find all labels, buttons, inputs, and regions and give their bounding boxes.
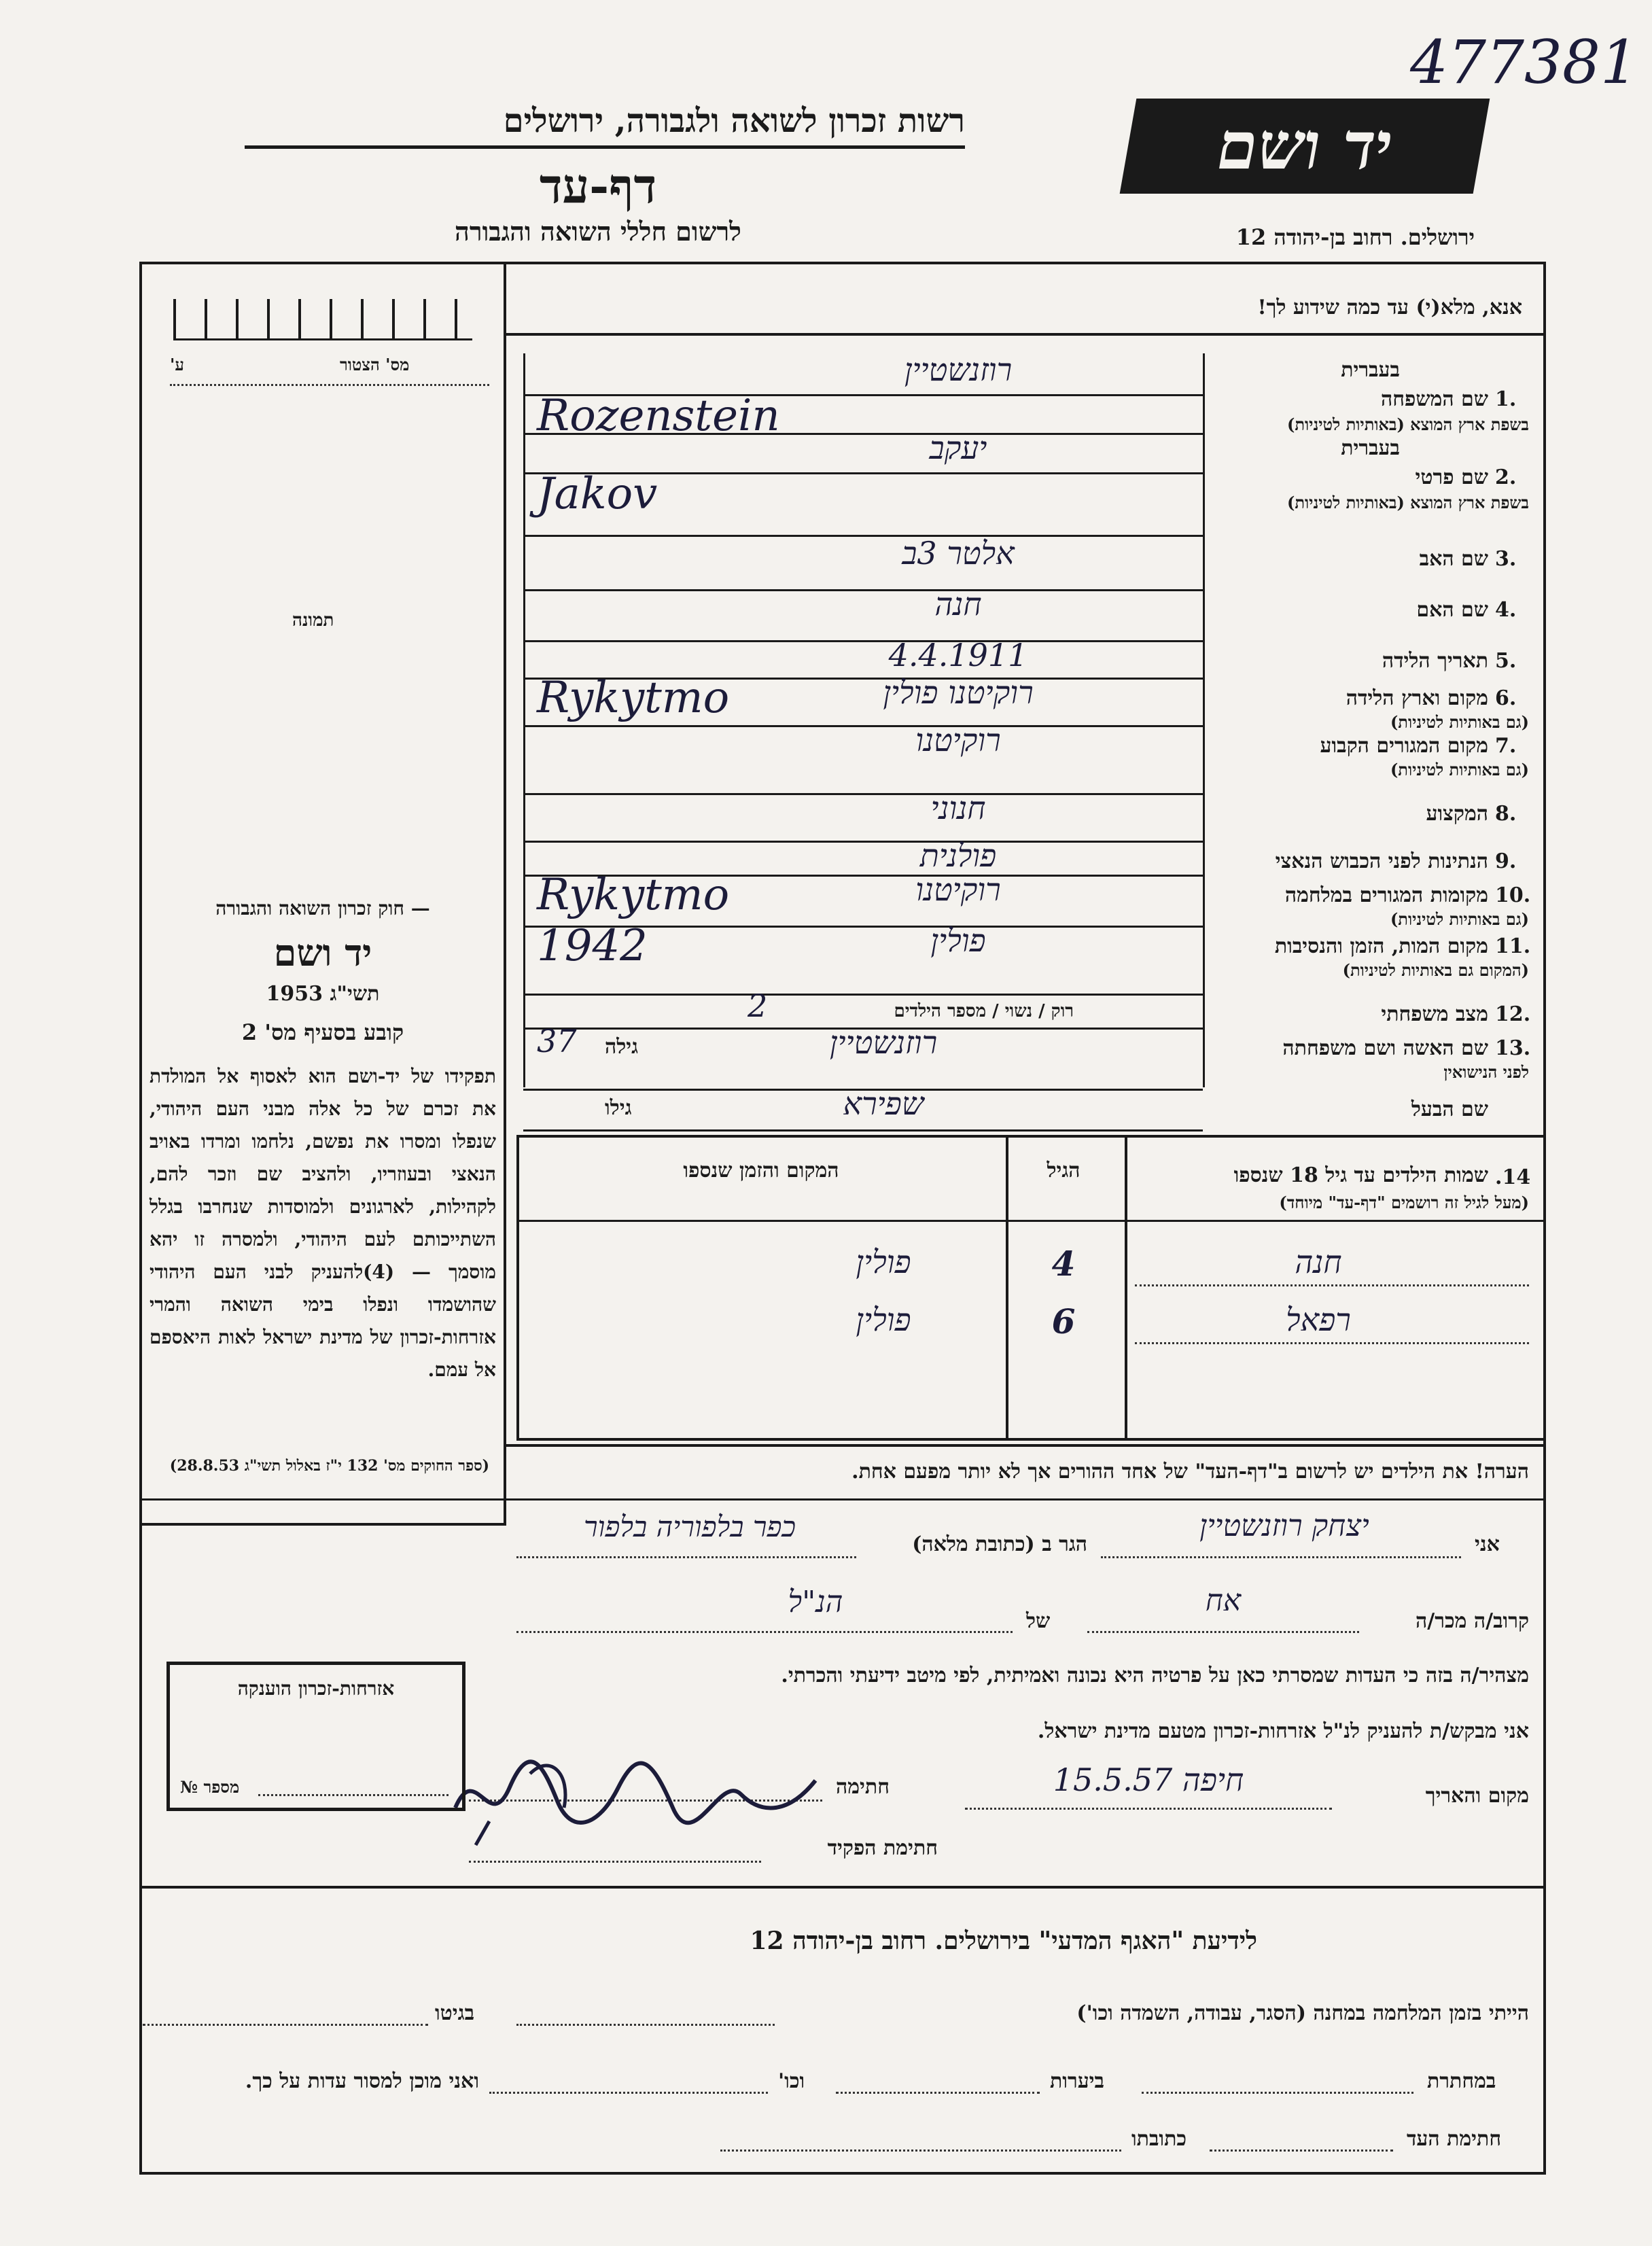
header-address: ירושלים. רחוב בן-יהודה 12 <box>1235 224 1475 250</box>
field-value-hebrew: פולנית <box>919 837 997 874</box>
field-row-line <box>523 1129 1203 1131</box>
field-number: 6. <box>1495 686 1517 710</box>
decl-signature-label: חתימה <box>836 1775 890 1799</box>
child-row-line <box>1135 1284 1529 1286</box>
field-sublabel: (גם באותיות לטיניות) <box>1390 909 1529 929</box>
law-heading: — חוק זכרון השואה והגבורה <box>215 897 430 919</box>
memorial-box-line <box>258 1794 449 1796</box>
children-num: 14. <box>1495 1165 1531 1189</box>
note-text: הערה! את הילדים יש לרשום ב"דף-העד" של אחד ההורים אך לא יותר מפעם אחת. <box>851 1460 1529 1484</box>
decl-relation-value: אח <box>1205 1583 1242 1618</box>
field-label: שם הבעל <box>1411 1098 1488 1121</box>
decl-relation-line <box>1087 1631 1359 1633</box>
decl-i-label: אני <box>1475 1532 1500 1556</box>
field-age-value: 37 <box>537 1023 577 1059</box>
field-label: הנתינות לפני הכבוש הנאצי <box>1275 849 1488 873</box>
field-number: 10. <box>1495 883 1531 907</box>
instruction-text: אנא, מלא(י) עד כמה שידוע לך! <box>1257 296 1522 319</box>
children-count-value: 2 <box>748 987 768 1024</box>
decl-official-line <box>469 1861 761 1863</box>
child-age: 6 <box>1051 1301 1076 1341</box>
child-name: חנה <box>1295 1244 1342 1280</box>
field-number: 2. <box>1495 466 1517 489</box>
bottom-line2-dots-b <box>836 2092 1040 2094</box>
children-col-divider-1 <box>1006 1135 1008 1441</box>
serial-number: 477381 <box>1410 27 1638 97</box>
divider <box>506 333 1546 336</box>
bottom-line3-a: חתימת העד <box>1407 2127 1502 2151</box>
page-subtitle: לרשום חללי השואה והגבורה <box>455 216 741 247</box>
field-number: 11. <box>1495 934 1531 958</box>
decl-resides-value: כפר בלפוריה בלפור <box>583 1510 796 1543</box>
decl-of-label: של <box>1026 1609 1051 1633</box>
field-value-hebrew: רוזנשטיין <box>829 1024 938 1061</box>
field-value-hebrew: רוקיטנו <box>915 871 1001 908</box>
child-age: 4 <box>1051 1244 1076 1284</box>
decl-statement: מצהיר/ה בזה כי העדות שמסרתי כאן על פרטיה היא נכונה ואמיתית, לפי מיטב ידיעתי והכרתי. <box>781 1664 1529 1687</box>
file-number-sub: ע' <box>170 355 184 374</box>
file-number-label: מס' הצטור <box>340 355 410 374</box>
yad-vashem-logo: יד ושם <box>1120 99 1490 194</box>
field-number: 8. <box>1495 802 1517 826</box>
bottom-line2-a: במחתרת <box>1427 2069 1496 2093</box>
law-source: (ספר החוקים מס' 132 י"ז באלול תשי"ג 28.8.53) <box>169 1457 489 1475</box>
field-sublabel: (גם באותיות לטיניות) <box>1390 712 1529 732</box>
law-clause: קובע בסעיף מס' 2 <box>241 1019 404 1045</box>
field-age-label: גילה <box>605 1035 639 1059</box>
field-value-hebrew: שפירא <box>843 1085 924 1122</box>
field-label: מקום וארץ הלידה <box>1346 686 1488 710</box>
child-row-line <box>1135 1342 1529 1344</box>
field-value-hebrew: רוקיטנו פולין <box>883 674 1034 711</box>
field-hebrew-tag: בעברית <box>1341 358 1400 382</box>
field-value-hebrew: חנה <box>934 586 982 622</box>
bottom-line3-dots-a <box>1210 2150 1393 2152</box>
field-number: 5. <box>1495 649 1517 673</box>
bottom-line1-dots-a <box>516 2024 775 2026</box>
field-number: 1. <box>1495 387 1517 411</box>
child-name: רפאל <box>1286 1301 1351 1338</box>
field-sublabel: בשפת ארץ המוצא (באותיות לטיניות) <box>1287 493 1529 512</box>
field-sublabel: (גם באותיות לטיניות) <box>1390 760 1529 779</box>
file-number-line <box>170 384 489 386</box>
memorial-box-title: אזרחות-זכרון הוענקה <box>237 1677 395 1700</box>
field-label: שם האב <box>1419 547 1488 571</box>
bottom-line3-b: כתובתו <box>1131 2127 1187 2151</box>
law-text: תפקידו של יד-ושם הוא לאסוף אל המולדת את זכרם של כל אלה מבני העם היהודי, שנפלו ומסרו את נפשם, נלחמו ומרדו באויב הנאצי ובעוזריו, ולהציב שם וזכר להם, לקהילות, לארגונים ולמוסדות שנחרבו בגלל השתייכותם לעם היהודי, ולמסרה זו יהא מוסמך — (4)להעניק לבני העם היהודי שהושמדו ונפלו בימי השואה והמרי אזרחות-זכרון של מדינת ישראל לאות היאספם אל עמם. <box>150 1065 496 1381</box>
field-label: מקום המגורים הקבוע <box>1320 734 1488 758</box>
decl-i-line <box>1101 1556 1461 1558</box>
field-number: 3. <box>1495 547 1517 571</box>
field-value-hebrew: 4.4.1911 <box>888 637 1028 673</box>
field-sublabel: לפני הנישואין <box>1443 1062 1529 1082</box>
field-value-hebrew: רוקיטנו <box>915 722 1001 758</box>
signature-scribble <box>449 1747 829 1848</box>
decl-place-date-value: חיפה 15.5.57 <box>1053 1761 1244 1798</box>
decl-of-value: הנ"ל <box>788 1585 843 1619</box>
children-header-names: שמות הילדים עד גיל 18 שנספו <box>1233 1163 1488 1187</box>
decl-relation-label: קרוב/ה מכר/ה <box>1416 1609 1529 1633</box>
decl-of-line <box>516 1631 1013 1633</box>
field-value-hebrew: יעקב <box>929 429 987 466</box>
memorial-box-number: מספר № <box>180 1777 240 1797</box>
marital-status-options: רוק / נשוי / מספר הילדים <box>894 1001 1074 1021</box>
bottom-line2-d: ואני מוכן למסור עדות על כך. <box>245 2069 479 2093</box>
field-row-line <box>523 994 1203 996</box>
children-header-line <box>516 1220 1546 1222</box>
field-label: מקום המות, הזמן והנסיבות <box>1274 934 1488 958</box>
decl-resides-line <box>516 1556 856 1558</box>
bottom-line2-dots-c <box>489 2092 768 2094</box>
bottom-line1-b: בגיטו <box>435 2001 475 2025</box>
photo-label: תמונה <box>292 610 334 631</box>
field-value-latin: Rykytmo <box>537 870 730 920</box>
field-hebrew-tag: בעברית <box>1341 436 1400 460</box>
law-logo: יד ושם <box>273 931 372 975</box>
children-header-place: המקום והזמן שנספו <box>683 1159 839 1182</box>
children-header-age: הגיל <box>1047 1159 1080 1182</box>
label-column-divider <box>1203 353 1205 1087</box>
field-label: שם המשפחה <box>1380 387 1488 411</box>
bottom-section-line <box>139 1886 1546 1889</box>
field-number: 7. <box>1495 734 1517 758</box>
child-place: פולין <box>856 1244 911 1280</box>
field-label: מקומות המגורים במלחמה <box>1284 883 1488 907</box>
field-value-hebrew: פולין <box>930 922 986 959</box>
decl-i-value: יצחק רוזנשטיין <box>1199 1509 1369 1543</box>
bottom-title: לידיעת "האגף המדעי" בירושלים. רחוב בן-יהודה 12 <box>750 1927 1257 1955</box>
decl-request: אני מבקש/ת להעניק לנ"ל אזרחות-זכרון מטעם מדינת ישראל. <box>1037 1719 1529 1743</box>
field-value-latin: Jakov <box>537 469 658 519</box>
field-number: 9. <box>1495 849 1517 873</box>
file-number-boxes <box>173 299 472 340</box>
decl-place-date-line <box>965 1808 1332 1810</box>
field-label: שם פרטי <box>1415 466 1488 489</box>
field-sublabel: בשפת ארץ המוצא (באותיות לטיניות) <box>1287 415 1529 434</box>
authority-name: רשות זכרון לשואה ולגבורה, ירושלים <box>245 102 965 149</box>
children-header-names-sub: (מעל לגיל זה רושמים "דף-עד" מיוחד) <box>1279 1193 1529 1212</box>
field-value-latin: Rozenstein <box>537 391 780 441</box>
field-sublabel: (המקום גם באותיות לטיניות) <box>1342 960 1529 980</box>
child-place: פולין <box>856 1301 911 1338</box>
bottom-line2-c: וכו' <box>778 2069 805 2093</box>
bottom-line2-dots-a <box>1142 2092 1413 2094</box>
field-label: מצב משפחתי <box>1381 1002 1488 1026</box>
page-title: דף-עד <box>539 158 657 214</box>
field-number: 12. <box>1495 1002 1531 1026</box>
law-year: תשי"ג 1953 <box>266 982 380 1006</box>
field-area-left <box>523 353 525 1087</box>
field-number: 4. <box>1495 598 1517 622</box>
field-number: 13. <box>1495 1036 1531 1060</box>
bottom-line1-dots-b <box>143 2024 428 2026</box>
bottom-line2-b: ביערות <box>1050 2069 1105 2093</box>
field-age-label: גילו <box>605 1096 632 1120</box>
field-label: תאריך הלידה <box>1382 649 1488 673</box>
field-value-latin: Rykytmo <box>537 673 730 723</box>
bottom-line1-a: הייתי בזמן המלחמה במחנה (הסגר, עבודה, השמדה וכו') <box>1076 2001 1529 2025</box>
field-label: המקצוע <box>1426 802 1488 826</box>
decl-place-date-label: מקום והאריך <box>1425 1784 1529 1808</box>
note-top-line <box>506 1444 1546 1447</box>
bottom-line3-dots-b <box>720 2150 1121 2152</box>
field-value-latin: 1942 <box>537 921 648 971</box>
note-bottom-line <box>139 1498 1546 1501</box>
field-label: שם האשה ושם משפחתה <box>1282 1036 1488 1060</box>
field-value-hebrew: רוזנשטיין <box>904 351 1013 388</box>
decl-resides-label: הגר ב (כתובת מלאה) <box>912 1532 1087 1556</box>
decl-official-label: חתימת הפקיד <box>827 1836 938 1860</box>
field-value-hebrew: אלטר 3ב <box>902 535 1015 572</box>
field-value-hebrew: חנוני <box>930 790 986 826</box>
children-col-divider-2 <box>1125 1135 1127 1441</box>
field-label: שם האם <box>1416 598 1488 622</box>
